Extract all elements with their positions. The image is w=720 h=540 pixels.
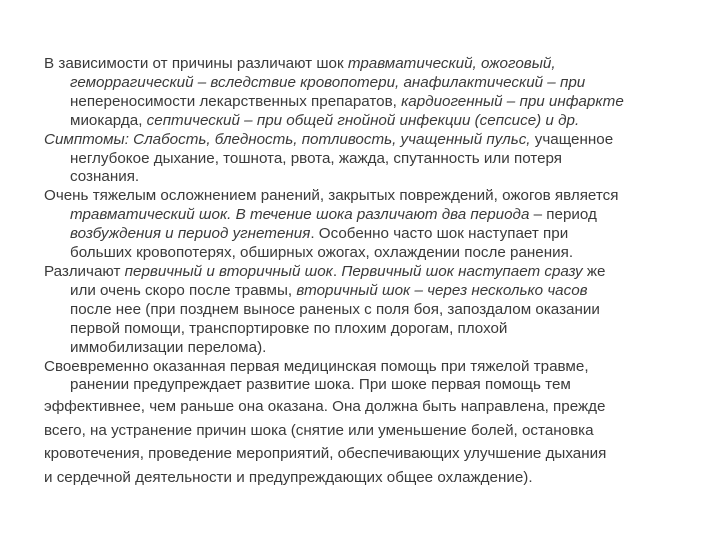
italic-run: Первичный шок наступает сразу <box>341 262 583 280</box>
paragraph-p2 <box>44 131 684 188</box>
italic-run: Симптомы: Слабость, бледность, потливость, учащенный пульс, <box>44 130 531 148</box>
text-run: Своевременно оказанная первая медицинская помощь при тяжелой травме, <box>44 357 589 375</box>
text-line <box>44 442 684 465</box>
paragraph-p3 <box>44 187 684 263</box>
paragraph-p4 <box>44 263 684 358</box>
italic-run: кардиогенный – при инфаркте <box>401 92 624 110</box>
text-line <box>44 282 684 301</box>
text-line <box>44 112 684 131</box>
italic-run: травматический, ожоговый, <box>347 55 556 72</box>
text-run: – период <box>529 206 597 224</box>
text-run: ранении предупреждает развитие шока. При шоке первая помощь тем <box>70 376 571 394</box>
text-line <box>44 206 684 225</box>
text-run: неглубокое дыхание, тошнота, рвота, жажда, спутанность или потеря <box>70 149 563 167</box>
text-line <box>44 150 684 169</box>
text-run: Различают <box>44 262 125 280</box>
text-run: или очень скоро после травмы, <box>70 281 297 299</box>
italic-run: первичный и вторичный шок <box>124 262 333 280</box>
text-line <box>44 339 684 358</box>
text-line <box>44 358 684 377</box>
text-line <box>44 376 684 395</box>
text-run: всего, на устранение причин шока (снятие или уменьшение болей, остановка <box>44 421 594 439</box>
text-line <box>44 131 684 150</box>
text-run: учащенное <box>530 130 614 148</box>
text-line <box>44 320 684 339</box>
text-line <box>44 55 684 74</box>
paragraph-p5 <box>44 358 684 489</box>
text-line <box>44 244 684 263</box>
text-line <box>44 263 684 282</box>
text-run: . Особенно часто шок наступает при <box>310 225 569 243</box>
text-run: же <box>582 262 606 280</box>
text-run: и сердечной деятельности и предупреждающих общее охлаждение). <box>44 468 533 486</box>
text-run: после нее (при позднем выносе раненых с поля боя, запоздалом оказании <box>70 300 600 318</box>
text-run: иммобилизации перелома). <box>70 338 267 356</box>
text-run: непереносимости лекарственных препаратов, <box>70 92 402 110</box>
text-run: миокарда, <box>70 111 147 129</box>
italic-run: травматический шок. В течение шока различают два периода <box>70 206 530 224</box>
text-line <box>44 168 684 187</box>
text-run: В зависимости от причины различают шок <box>44 55 348 72</box>
text-line <box>44 187 684 206</box>
text-line <box>44 301 684 320</box>
text-run: первой помощи, транспортировке по плохим дорогам, плохой <box>70 319 508 337</box>
italic-run: возбуждения и период угнетения <box>70 225 311 243</box>
text-run: Очень тяжелым осложнением ранений, закрытых повреждений, ожогов является <box>44 187 619 205</box>
text-line <box>44 225 684 244</box>
text-run: кровотечения, проведение мероприятий, обеспечивающих улучшение дыхания <box>44 445 607 463</box>
text-line <box>44 419 684 442</box>
text-line <box>44 395 684 418</box>
italic-run: септический – при общей гнойной инфекции (сепсисе) и др. <box>146 111 580 129</box>
text-run: сознания. <box>70 168 140 186</box>
slide-text <box>44 55 684 489</box>
text-run: . <box>332 262 342 280</box>
text-run: больших кровопотерях, обширных ожогах, охлаждении после ранения. <box>70 244 574 262</box>
text-line <box>44 466 684 489</box>
text-line <box>44 74 684 93</box>
text-line <box>44 93 684 112</box>
paragraph-p1 <box>44 55 684 131</box>
text-run: эффективнее, чем раньше она оказана. Она должна быть направлена, прежде <box>44 398 606 416</box>
italic-run: геморрагический – вследствие кровопотери, анафилактический – при <box>70 73 586 91</box>
italic-run: вторичный шок – через несколько часов <box>296 281 588 299</box>
